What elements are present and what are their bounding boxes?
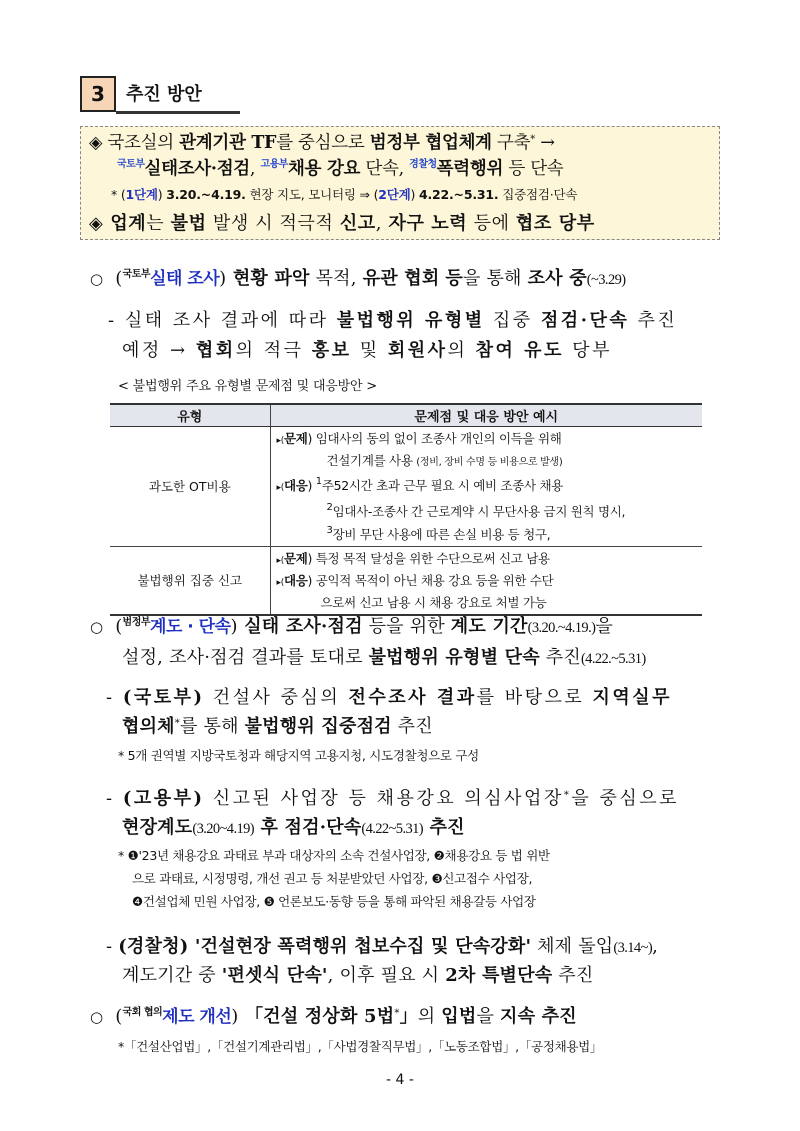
para-survey: ○ ($^{국토부}$실태 조사) 현황 파악 목적, 유관 협회 등을 통해 조사 중(~3.29): [90, 268, 626, 289]
section-number: 3: [80, 76, 116, 112]
table-cell-measures: ▸(문제) 임대사의 동의 없이 조종사 개인의 이득을 위해 건설기계를 사용 (정비, 장비 수명 등 비용으로 발생) ▸(대응) $^1$주52시간 초과 근무 필요 시 예비 조종사 채용 $^2$임대사-조종사 간 근로계약 시 무단사용 금지 원칙 명시, $^3$장비 무단 사용에 따른 손실 비용 등 청구,: [270, 426, 702, 546]
para-molit: - (국토부) 건설사 중심의 전수조사 결과를 바탕으로 지역실무: [106, 687, 673, 708]
section-underline: [116, 111, 240, 114]
note-moel-2: 으로 과태료, 시정명령, 개선 권고 등 처분받았던 사업장, ❸신고접수 사업장,: [132, 871, 533, 886]
note-molit: * 5개 권역별 지방국토청과 해당지역 고용지청, 시도경찰청으로 구성: [118, 748, 479, 763]
section-heading: [80, 76, 240, 116]
para-survey-sub-1: - 실태 조사 결과에 따라 불법행위 유형별 집중 점검·단속 추진: [108, 310, 678, 331]
note-moel-1: * ❶'23년 채용강요 과태료 부과 대상자의 소속 건설사업장, ❷채용강요 등 법 위반: [118, 848, 550, 863]
summary-line-1: ◈ 국조실의 관계기관 TF를 중심으로 범정부 협업체계 구축* →: [89, 133, 555, 153]
para-moel-2: 현장계도(3.20~4.19) 후 점검·단속(4.22~5.31) 추진: [122, 817, 465, 838]
para-moel: - (고용부) 신고된 사업장 등 채용강요 의심사업장*을 중심으로: [106, 788, 680, 809]
note-moel-3: ❹건설업체 민원 사업장, ❺ 언론보도·동향 등을 통해 파악된 채용갈등 사업장: [132, 894, 536, 909]
summary-line-2: $^{국토부}$실태조사·점검, $^{고용부}$채용 강요 단속, $^{경찰청}$폭력행위 등 단속: [117, 159, 564, 179]
table-cell-measures: ▸(문제) 특정 목적 달성을 위한 수단으로써 신고 남용 ▸(대응) 공익적 목적이 아닌 채용 강요 등을 위한 수단 으로써 신고 남용 시 채용 강요로 처벌 가능: [270, 546, 702, 615]
para-guidance-2: 설정, 조사·점검 결과를 토대로 불법행위 유형별 단속 추진(4.22.~5.31): [122, 647, 646, 668]
para-guidance: ○ ($^{범정부}$계도 · 단속) 실태 조사·점검 등을 위한 계도 기간(3.20.~4.19.)을: [90, 616, 613, 637]
para-molit-2: 협의체*를 통해 불법행위 집중점검 추진: [122, 716, 433, 737]
section-title: 추진 방안: [126, 84, 202, 105]
summary-line-4: ◈ 업계는 불법 발생 시 적극적 신고, 자구 노력 등에 협조 당부: [89, 213, 595, 234]
violation-type-table: [110, 403, 702, 616]
table-header-measures: 문제점 및 대응 방안 예시: [270, 404, 702, 426]
para-police-2: 계도기간 중 '편셋식 단속', 이후 필요 시 2차 특별단속 추진: [122, 965, 594, 986]
para-legislation: ○ ($^{국회 협의}$제도 개선) 「건설 정상화 5법*」의 입법을 지속 추진: [90, 1006, 577, 1027]
para-police: - (경찰청) '건설현장 폭력행위 첩보수집 및 단속강화' 체제 돌입(3.14~),: [106, 936, 658, 957]
table-header-type: 유형: [110, 404, 270, 426]
para-survey-sub-2: 예정 → 협회의 적극 홍보 및 회원사의 참여 유도 당부: [122, 340, 612, 361]
table-caption: < 불법행위 주요 유형별 문제점 및 대응방안 >: [118, 379, 377, 394]
table-row: [110, 426, 702, 546]
summary-box: [80, 126, 720, 240]
table-cell-type: 과도한 OT비용: [110, 426, 270, 546]
table-cell-type: 불법행위 집중 신고: [110, 546, 270, 615]
summary-line-3: * (1단계) 3.20.~4.19. 현장 지도, 모니터링 ⇒ (2단계) 4.22.~5.31. 집중점검·단속: [111, 187, 578, 202]
page-number: - 4 -: [386, 1072, 414, 1088]
table-row: [110, 546, 702, 615]
note-laws: *「건설산업법」,「건설기계관리법」,「사법경찰직무법」,「노동조합법」,「공정채용법」: [118, 1039, 603, 1054]
